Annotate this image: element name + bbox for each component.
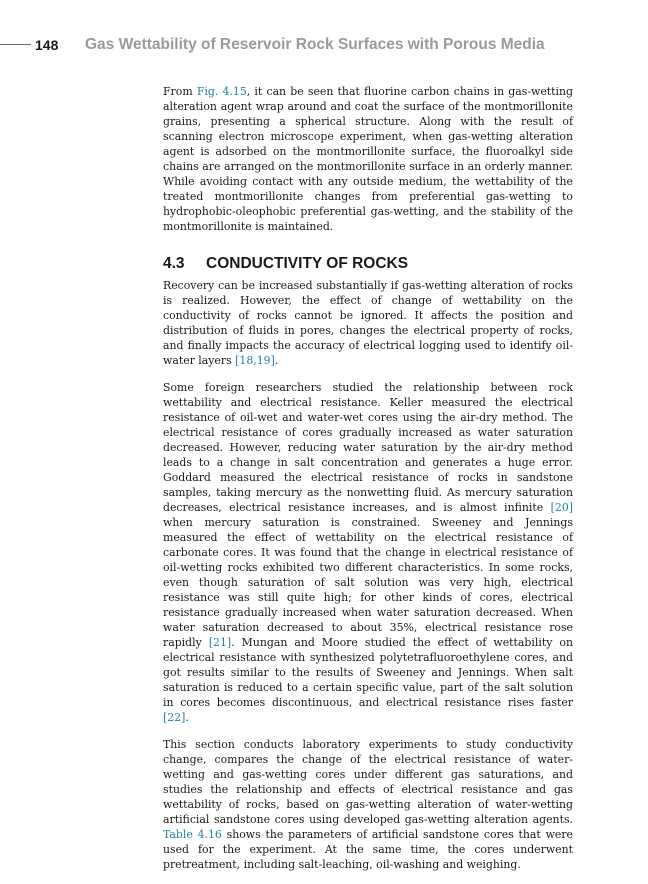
- paragraph-section-experiments: This section conducts laboratory experiments to study conductivity change, compares the change of the electrical resistance of water-wetting and gas-wetting cores under different gas saturations, and studies the relationship and effects of electrical resistance and gas wettability of rocks, based on gas-wetting alteration of water-wetting artificial sandstone cores using developed gas-wetting alteration agents. Table 4.16 shows the parameters of artificial sandstone cores that were used for the experiment. At the same time, the cores underwent pretreatment, including salt-leaching, oil-washing and weighing.: [163, 738, 573, 871]
- paragraph-recovery: Recovery can be increased substantially if gas-wetting alteration of rocks is realized. However, the effect of change of wettability on the conductivity of rocks cannot be ignored. It affects the position and distribution of fluids in pores, changes the electrical property of rocks, and finally impacts the accuracy of electrical logging used to identify oil-water layers [18,19].: [163, 279, 573, 367]
- figure-link-4-15[interactable]: Fig. 4.15: [196, 85, 247, 98]
- header-rule: [0, 44, 31, 45]
- page-body: [163, 84, 573, 884]
- citation-link-20[interactable]: [20]: [550, 501, 573, 514]
- section-heading-4-3: [163, 255, 573, 273]
- paragraph-fig-4-15: From Fig. 4.15, it can be seen that fluorine carbon chains in gas-wetting alteration agent wrap around and coat the surface of the montmorillonite grains, presenting a spherical structure. Along with the result of scanning electron microscope experiment, when gas-wetting alteration agent is adsorbed on the montmorillonite surface, the fluoroalkyl side chains are arranged on the montmorillonite surface in an orderly manner. While avoiding contact with any outside medium, the wettability of the treated montmorillonite changes from preferential gas-wetting to hydrophobic-oleophobic preferential gas-wetting, and the stability of the montmorillonite is maintained.: [163, 85, 574, 233]
- running-head: [0, 36, 648, 56]
- section-number: 4.3: [163, 255, 185, 272]
- book-title: Gas Wettability of Reservoir Rock Surfaces with Porous Media: [85, 36, 545, 53]
- page-number: 148: [35, 37, 59, 53]
- paragraph-foreign-research: Some foreign researchers studied the relationship between rock wettability and electrical resistance. Keller measured the electrical resistance of oil-wet and water-wet cores using the air-dry method. The electrical resistance of cores gradually increased as water saturation decreased. However, reducing water saturation by the air-dry method leads to a change in salt concentration and generates a huge error. Goddard measured the electrical resistance of rocks in sandstone samples, taking mercury as the nonwetting fluid. As mercury saturation decreases, electrical resistance increases, and is almost infinite [20] when mercury saturation is constrained. Sweeney and Jennings measured the effect of wettability on the electrical resistance of carbonate cores. It was found that the change in electrical resistance of oil-wetting rocks exhibited two different characteristics. In some rocks, even though saturation of salt solution was very high, electrical resistance was still quite high; for other kinds of cores, electrical resistance gradually increased when water saturation decreased. When water saturation decreased to about 35%, electrical resistance rose rapidly [21]. Mungan and Moore studied the effect of wettability on electrical resistance with synthesized polytetrafluoroethylene cores, and got results similar to the results of Sweeney and Jennings. When salt saturation is reduced to a certain specific value, part of the salt solution in cores becomes discontinuous, and electrical resistance rises faster [22].: [163, 381, 573, 724]
- table-link-4-16[interactable]: Table 4.16: [163, 828, 222, 841]
- citation-link-22[interactable]: [22]: [163, 711, 186, 724]
- citation-link-21[interactable]: [21]: [208, 636, 232, 649]
- citation-link-18-19[interactable]: [18,19]: [235, 354, 275, 367]
- section-title: CONDUCTIVITY OF ROCKS: [206, 255, 409, 272]
